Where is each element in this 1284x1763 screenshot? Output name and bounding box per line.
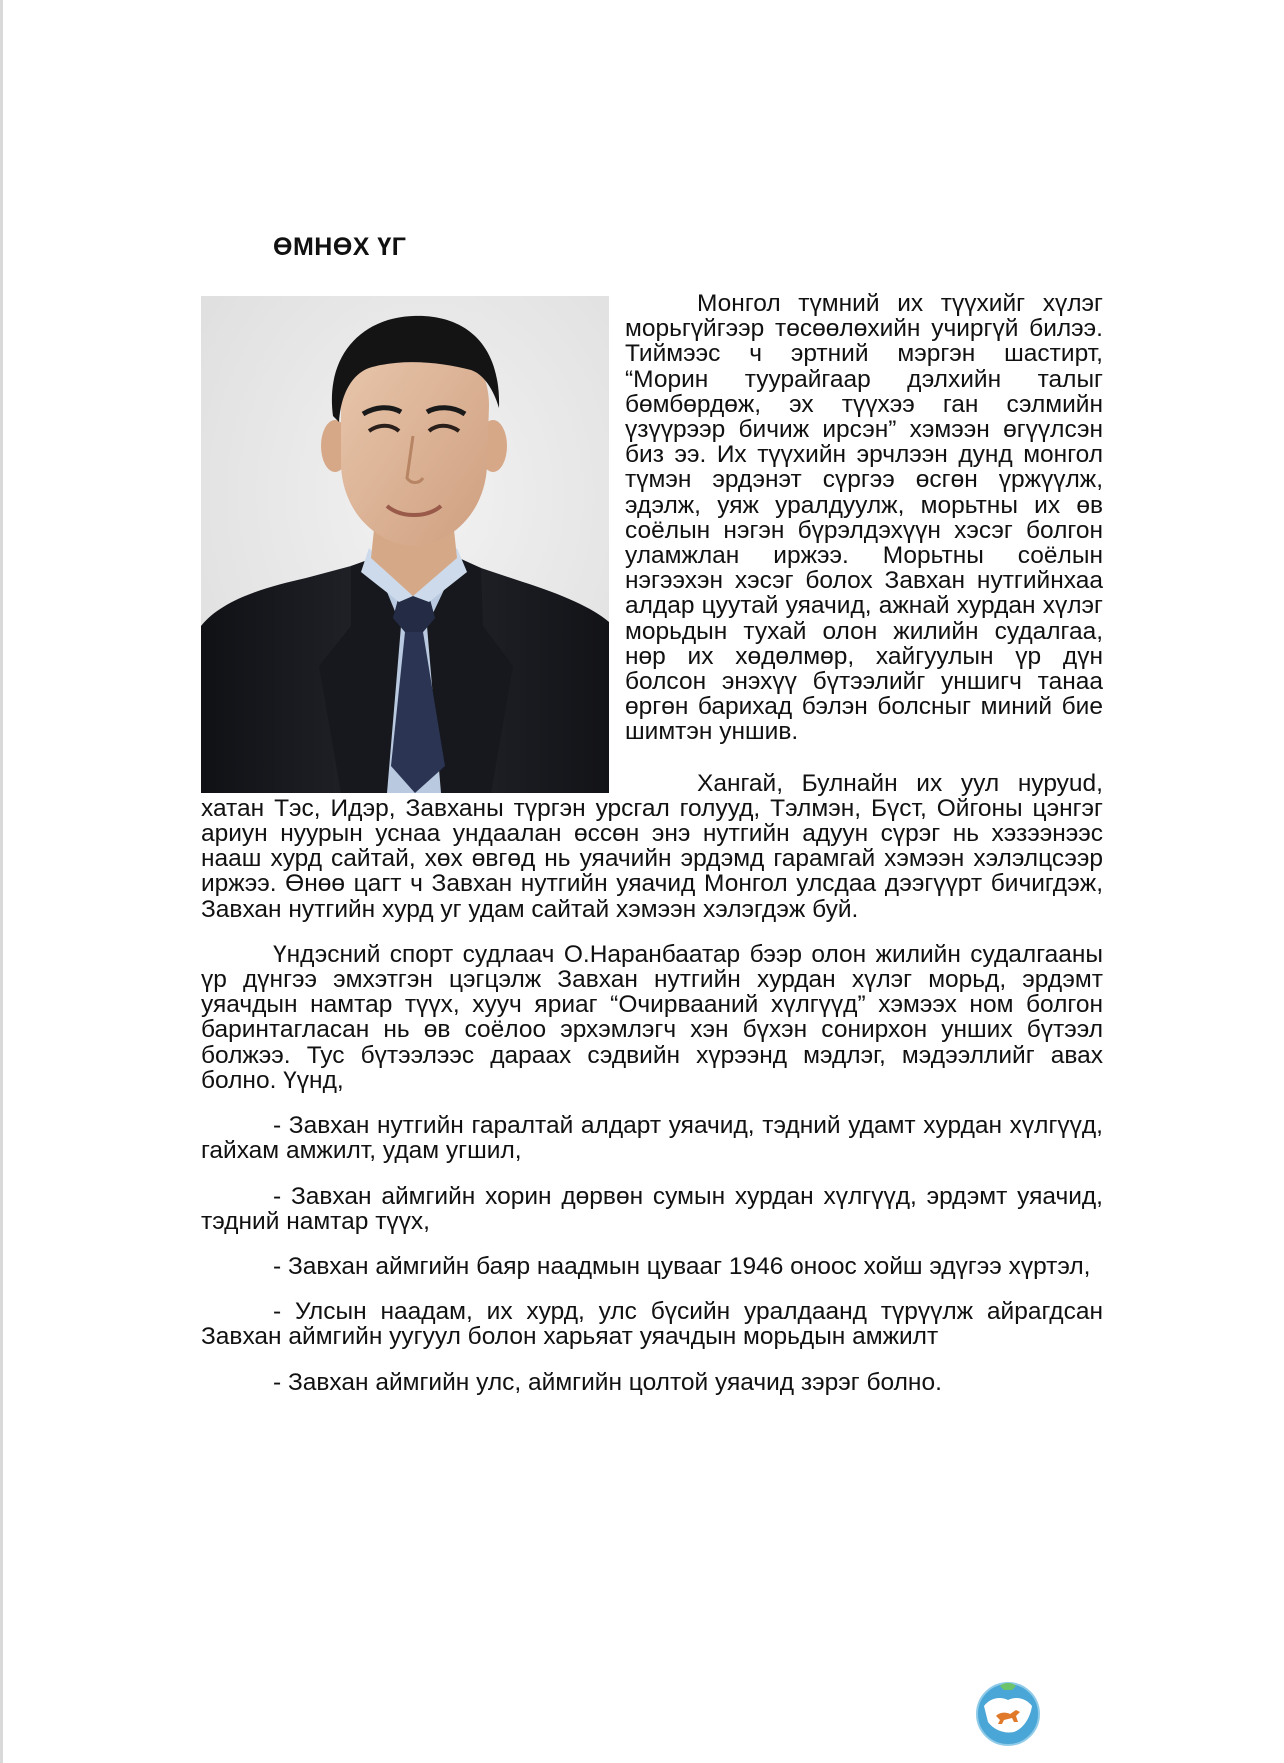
book-paragraph: Үндэсний спорт судлаач О.Наранбаатар бээр олон жилийн судалгааны үр дүнгээ эмхэтгэн цэгцэлж Завхан нутгийн хурдан хүлэг морьд, эрдэмт уяачдын намтар түүх, хууч яриаг “Очирвааний хүлгүүд” хэмээх ном болгон баринтагласан нь өв соёлоо эрхэмлэгч хэн бүхэн сонирхон унших бүтээл болжээ. Тус бүтээлээс дараах сэдвийн хүрээнд мэдлэг, мэдээллийг авах болно. Үүнд, — [201, 940, 1103, 1094]
page-edge — [0, 0, 3, 1763]
list-item: - Завхан нутгийн гаралтай алдарт уяачид, тэдний удамт хурдан хүлгүүд, гайхам амжилт, удам угшил, — [201, 1112, 1103, 1165]
intro-paragraph: Монгол түмний их түүхийг хүлэг морьгүйгээр төсөөлөхийн учиргүй билээ. Тиймээс ч эртний мэргэн шастирт, “Морин туурайгаар дэлхийн талыг бөмбөрдөж, эх түүхээ ган сэлмийн үзүүрээр бичиж ирсэн” хэмээн өгүүлсэн биз ээ. Их түүхийн эрчлээн дунд монгол түмэн эрдэнэт сүргээ өсгөн үржүүлж, эдэлж, уяж уралдуулж, морьтны их өв соёлын нэгэн бүрэлдэхүүн хэсэг болгон уламжлан иржээ. Морьтны соёлын нэгээхэн хэсэг болох Завхан нутгийнхаа алдар цуутай уяачид, ажнай хурдан хүлэг морьдын тухай олон жилийн судалгаа, нөр их хөдөлмөр, хайгуулын үр дүн болсон энэхүү бүтээлийг уншигч танаа өргөн барихад бэлэн болсныг миний бие шимтэн уншив. — [625, 290, 1103, 746]
list-item: - Улсын наадам, их хурд, улс бүсийн уралдаанд түрүүлж айрагдсан Завхан аймгийн уугуул болон харьяат уяачдын морьдын амжилт — [201, 1298, 1103, 1351]
list-item: - Завхан аймгийн баяр наадмын цувааг 1946 оноос хойш эдүгээ хүртэл, — [273, 1252, 1091, 1280]
globe-horse-logo-icon — [974, 1678, 1042, 1746]
list-item: - Завхан аймгийн хорин дөрвөн сумын хурдан хүлгүүд, эрдэмт уяачид, тэдний намтар түүх, — [201, 1182, 1103, 1235]
document-body — [201, 291, 1103, 1415]
nature-paragraph: Хангай, Булнайн их уул нуруud, хатан Тэс, Идэр, Завханы түргэн урсгал голууд, Тэлмэн, Бүст, Ойгоны цэнгэг ариун нуурын уснаа ундаалан өссөн энэ нутгийн адуун сүрэг нь хэзээнээс нааш хурд сайтай, хөх өвгөд нь уяачийн эрдэмд гарамгай хэмээн хэлэлцсээр иржээ. Өнөө цагт ч Завхан нутгийн уяачид Монгол улсдаа дээгүүрт бичигдэж, Завхан нутгийн хурд уг удам сайтай хэмээн хэлэгдэж буй. — [201, 769, 1103, 923]
list-item: - Завхан аймгийн улс, аймгийн цолтой уяачид зэрэг болно. — [273, 1368, 942, 1396]
portrait-photo — [201, 296, 609, 793]
page-title: ӨМНӨХ ҮГ — [273, 233, 407, 261]
